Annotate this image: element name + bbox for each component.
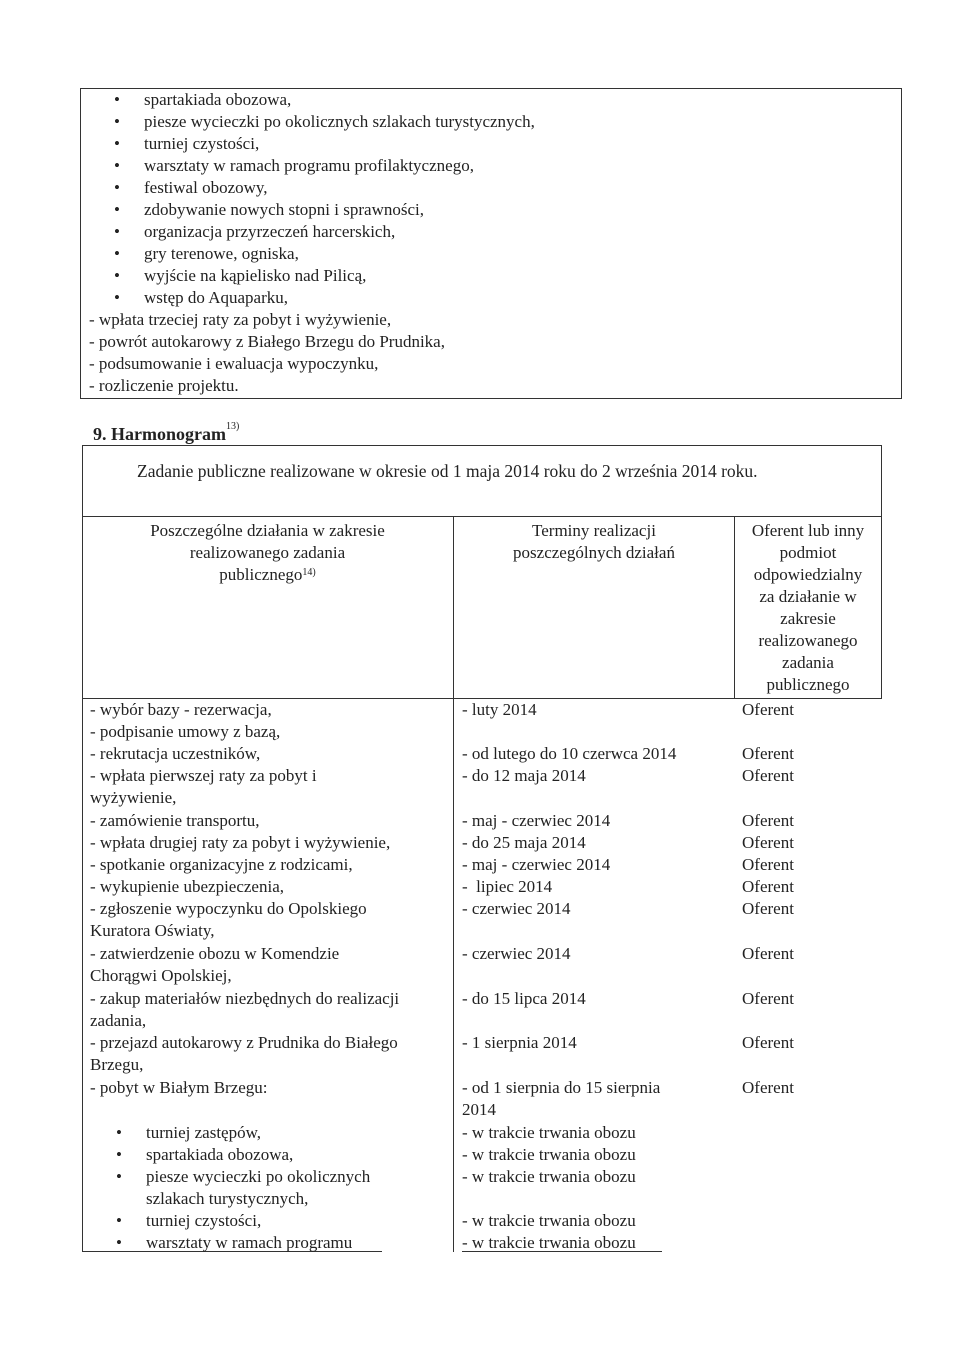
header-dates: Terminy realizacji poszczególnych działań [513,521,675,562]
dash-item: - powrót autokarowy z Białego Brzegu do Prudnika, [89,332,445,351]
period-box [82,445,882,517]
period-text: Zadanie publiczne realizowane w okresie od 1 maja 2014 roku do 2 września 2014 roku. [137,461,758,481]
activities-continuation-box: • spartakiada obozowa, • piesze wycieczki po okolicznych szlakach turystycznych, • turniej czystości, • warsztaty w ramach programu profilaktycznego, • festiwal obozowy, • zdobywanie nowych stopni i sprawności, • organizacja przyrzeczeń harcerskich, • gry terenowe, ogniska, • wyjście na kąpielisko nad Pilicą, • wstęp do Aquaparku, - wpłata trzeciej raty za pobyt i wyżywienie, - powrót autokarowy z Białego Brzegu do Prudnika, - podsumowanie i ewaluacja wypoczynku, - rozliczenie projektu. [80,88,902,399]
schedule-table: Poszczególne działania w zakresie realizowanego zadania publicznego$^{14)}$ Terminy realizacji poszczególnych działań Oferent lub inny podmiot odpowiedzialny za działanie w zakresie realizowanego zadania publicznego - wybór bazy - rezerwacja, - luty 2014 Oferent - podpisanie umowy z bazą, - rekrutacja uczestników, - od lutego do 10 czerwca 2014 Oferent - wpłata pierwszej raty za pobyt i wyżywienie, - do 12 maja 2014 Oferent - zamówienie transportu, - maj - czerwiec 2014 Oferent - wpłata drugiej raty za pobyt i wyżywienie, - do 25 maja 2014 Oferent - spotkanie organizacyjne z rodzicami, - maj - czerwiec 2014 Oferent - wykupienie ubezpieczenia, - lipiec 2014 Oferent - zgłoszenie wypoczynku do Opolskiego Kuratora Oświaty, - czerwiec 2014 Oferent - zatwierdzenie obozu w Komendzie Chorągwi Opolskiej, - czerwiec 2014 Oferent - zakup materiałów niezbędnych do realizacji zadania, - do 15 lipca 2014 Oferent - przejazd autokarowy z Prudnika do Białego Brzegu, - 1 sierpnia 2014 Oferent - pobyt w Białym Brzegu: - od 1 sierpnia do 15 sierpnia 2014 Oferent • turniej zastępów, - w trakcie trwania obozu • spartakiada obozowa, - w trakcie trwania obozu • piesze wycieczki po okolicznych szlakach turystycznych, - w trakcie trwania obozu • turniej czystości, - w trakcie trwania obozu • warsztaty w ramach programu - w trakcie trwania obozu [82,516,882,1252]
dash-item: - podsumowanie i ewaluacja wypoczynku, [89,354,379,373]
header-responsible: Oferent lub inny podmiot odpowiedzialny za działanie w zakresie realizowanego zadania publicznego [751,521,865,694]
dash-item: - wpłata trzeciej raty za pobyt i wyżywienie, [89,310,392,329]
section-heading: 9. Harmonogram$^{13)}$ [93,421,240,444]
dash-item: - rozliczenie projektu. [89,376,239,395]
header-activities: Poszczególne działania w zakresie realizowanego zadania publicznego$^{14)}$ [150,521,385,584]
